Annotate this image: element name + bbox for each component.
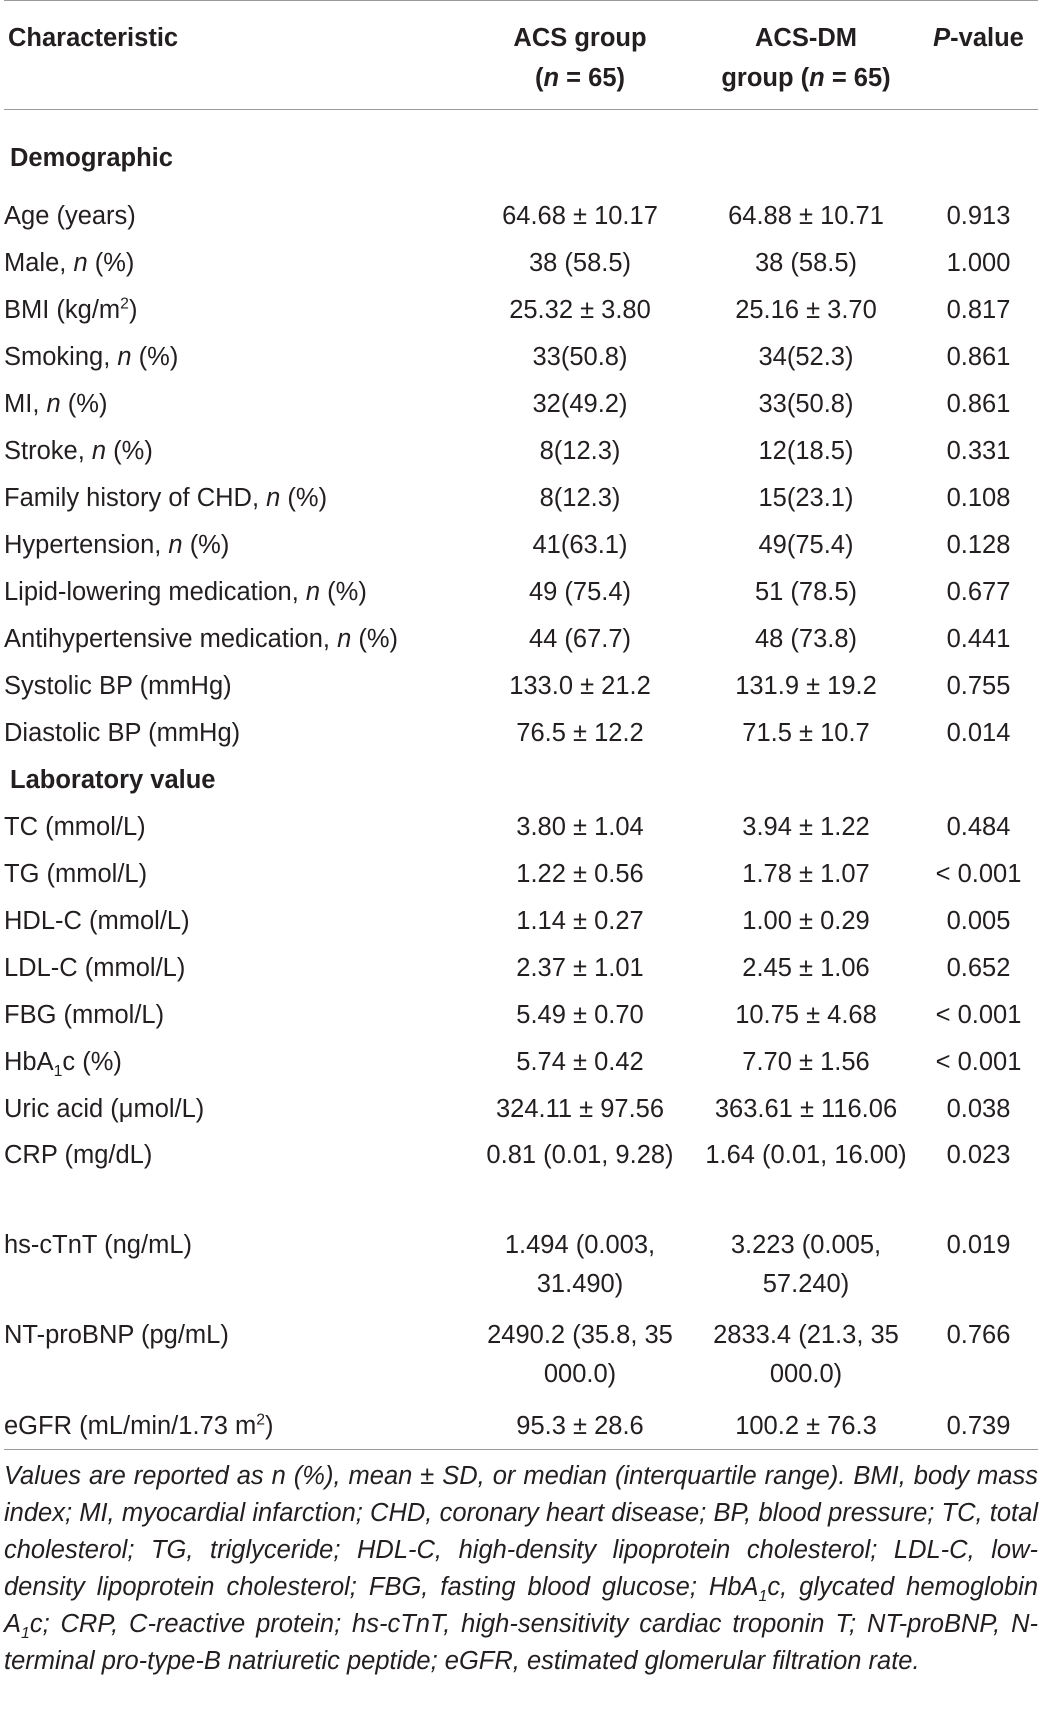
cell-acs-dm: 1.64 (0.01, 16.00) (705, 1141, 907, 1169)
cell-acs: 76.5 ± 12.2 (516, 718, 644, 747)
table-row (4, 803, 1038, 850)
cell-p-value: < 0.001 (935, 1000, 1022, 1029)
table-row (4, 1038, 1038, 1085)
cell-p-value: 0.739 (946, 1411, 1011, 1440)
row-label: Lipid-lowering medication, n (%) (4, 577, 367, 606)
cell-acs-dm: 10.75 ± 4.68 (735, 1000, 877, 1029)
cell-acs-dm: 51 (78.5) (754, 577, 858, 606)
cell-acs-dm: 34(52.3) (758, 342, 854, 371)
cell-acs: 5.74 ± 0.42 (516, 1047, 644, 1076)
cell-p-value: 0.913 (946, 201, 1011, 230)
row-label: Male, n (%) (4, 248, 135, 277)
row-label: Hypertension, n (%) (4, 530, 230, 559)
cell-p-value: 0.766 (946, 1321, 1011, 1349)
section-row (4, 756, 1038, 803)
table-row (4, 521, 1038, 568)
cell-acs: 324.11 ± 97.56 (495, 1094, 665, 1123)
row-label: TG (mmol/L) (4, 859, 148, 888)
cell-acs: 44 (67.7) (528, 624, 632, 653)
cell-acs-dm: 3.223 (0.005, 57.240) (730, 1231, 882, 1298)
cell-p-value: 0.019 (946, 1231, 1011, 1259)
cell-p-value: < 0.001 (935, 1047, 1022, 1076)
cell-acs-dm: 2833.4 (21.3, 35 000.0) (713, 1321, 899, 1388)
cell-acs-dm: 48 (73.8) (754, 624, 858, 653)
cell-acs: 25.32 ± 3.80 (509, 295, 651, 324)
cell-acs: 1.22 ± 0.56 (516, 859, 644, 888)
row-label: Systolic BP (mmHg) (4, 671, 232, 700)
table-row (4, 192, 1038, 239)
section-row (4, 110, 1038, 193)
cell-acs-dm: 12(18.5) (758, 436, 854, 465)
cell-p-value: 0.861 (946, 389, 1011, 418)
table-row (4, 1132, 1038, 1222)
cell-acs: 1.494 (0.003, 31.490) (504, 1231, 656, 1298)
cell-acs: 95.3 ± 28.6 (516, 1411, 644, 1440)
cell-acs-dm: 64.88 ± 10.71 (728, 201, 884, 230)
table-row (4, 944, 1038, 991)
row-label: NT-proBNP (pg/mL) (4, 1321, 229, 1349)
cell-acs-dm: 33(50.8) (758, 389, 854, 418)
table-row (4, 380, 1038, 427)
table-row (4, 286, 1038, 333)
table-row (4, 427, 1038, 474)
row-label: Family history of CHD, n (%) (4, 483, 328, 512)
cell-acs: 32(49.2) (532, 389, 628, 418)
cell-p-value: 0.005 (946, 906, 1011, 935)
row-label: Diastolic BP (mmHg) (4, 718, 241, 747)
cell-acs-dm: 7.70 ± 1.56 (742, 1047, 870, 1076)
table-row (4, 1312, 1038, 1402)
cell-acs-dm: 1.00 ± 0.29 (742, 906, 870, 935)
cell-p-value: 0.817 (946, 295, 1011, 324)
cell-acs-dm: 2.45 ± 1.06 (742, 953, 870, 982)
table-row (4, 1222, 1038, 1312)
cell-acs: 38 (58.5) (528, 248, 632, 277)
cell-p-value: 0.652 (946, 953, 1011, 982)
cell-p-value: 1.000 (946, 248, 1011, 277)
row-label: Age (years) (4, 201, 136, 230)
row-label: LDL-C (mmol/L) (4, 953, 186, 982)
header-acs-dm-group: ACS-DM group (n = 65) (721, 24, 891, 92)
cell-acs: 1.14 ± 0.27 (516, 906, 644, 935)
row-label: CRP (mg/dL) (4, 1141, 153, 1169)
row-label: BMI $(kg/m^2)$ (4, 295, 138, 324)
cell-acs-dm: 71.5 ± 10.7 (742, 718, 870, 747)
header-acs-group: ACS group (n = 65) (513, 24, 647, 92)
table-footnote: Values are reported as n (%), mean ± SD, or median (interquartile range). BMI, body mass index; MI, myocardial infarction; CHD, coronary heart disease; BP, blood pressure; TC, total cholesterol; TG, triglyceride; HDL-C, high-density lipoprotein cholesterol; LDL-C, low-density lipoprotein cholesterol; FBG, fasting blood glucose; HbA$_1$c, glycated hemoglobin $A_1c$; CRP, C-reactive protein; hs-cTnT, high-sensitivity cardiac troponin T; NT-proBNP, N-terminal pro-type-B natriuretic peptide; eGFR, estimated glomerular filtration rate. (4, 1462, 1038, 1675)
cell-p-value: 0.108 (946, 483, 1011, 512)
cell-acs-dm: 15(23.1) (758, 483, 854, 512)
row-label: hs-cTnT (ng/mL) (4, 1231, 192, 1259)
table-row (4, 897, 1038, 944)
table-row (4, 1085, 1038, 1132)
cell-p-value: 0.755 (946, 671, 1011, 700)
cell-acs: 2490.2 (35.8, 35 000.0) (487, 1321, 673, 1388)
header-row (4, 1, 1038, 110)
cell-p-value: 0.023 (946, 1141, 1011, 1169)
cell-p-value: 0.038 (946, 1094, 1011, 1123)
cell-p-value: 0.861 (946, 342, 1011, 371)
cell-acs: 8(12.3) (539, 436, 621, 465)
row-label: Stroke, n (%) (4, 436, 153, 465)
table-row (4, 568, 1038, 615)
row-label: HbA$_1$c (%) (4, 1047, 122, 1080)
table-row (4, 615, 1038, 662)
row-label: TC (mmol/L) (4, 812, 146, 841)
characteristics-table (4, 0, 1038, 1450)
table-row (4, 709, 1038, 756)
row-label: Antihypertensive medication, n (%) (4, 624, 399, 653)
cell-acs: 3.80 ± 1.04 (516, 812, 644, 841)
section-title: Demographic (10, 144, 173, 172)
table-row (4, 991, 1038, 1038)
cell-acs-dm: 3.94 ± 1.22 (742, 812, 870, 841)
cell-acs-dm: 131.9 ± 19.2 (735, 671, 877, 700)
table-row (4, 662, 1038, 709)
row-label: eGFR (mL/min/1.73 $m^2$) (4, 1411, 274, 1440)
cell-p-value: 0.441 (946, 624, 1011, 653)
cell-acs-dm: 1.78 ± 1.07 (742, 859, 870, 888)
cell-p-value: 0.128 (946, 530, 1011, 559)
cell-p-value: 0.484 (946, 812, 1011, 841)
header-characteristic: Characteristic (8, 24, 179, 52)
cell-p-value: 0.331 (946, 436, 1011, 465)
row-label: Smoking, n (%) (4, 342, 179, 371)
cell-acs-dm: 25.16 ± 3.70 (735, 295, 877, 324)
cell-acs: 2.37 ± 1.01 (516, 953, 644, 982)
row-label: HDL-C (mmol/L) (4, 906, 190, 935)
cell-acs: 33(50.8) (532, 342, 628, 371)
cell-acs: 49 (75.4) (528, 577, 632, 606)
cell-p-value: < 0.001 (935, 859, 1022, 888)
table-row (4, 333, 1038, 380)
cell-acs: 133.0 ± 21.2 (509, 671, 651, 700)
table-row (4, 239, 1038, 286)
cell-acs-dm: 38 (58.5) (754, 248, 858, 277)
header-p-value: P-value (933, 24, 1024, 52)
table-row (4, 474, 1038, 521)
cell-p-value: 0.677 (946, 577, 1011, 606)
table-row (4, 1402, 1038, 1450)
table-row (4, 850, 1038, 897)
cell-acs-dm: 100.2 ± 76.3 (735, 1411, 877, 1440)
cell-p-value: 0.014 (946, 718, 1011, 747)
row-label: FBG (mmol/L) (4, 1000, 165, 1029)
cell-acs-dm: 49(75.4) (758, 530, 854, 559)
cell-acs: 41(63.1) (532, 530, 628, 559)
cell-acs-dm: 363.61 ± 116.06 (714, 1094, 898, 1123)
section-title: Laboratory value (10, 765, 216, 794)
cell-acs: 5.49 ± 0.70 (516, 1000, 644, 1029)
cell-acs: 64.68 ± 10.17 (502, 201, 658, 230)
cell-acs: 0.81 (0.01, 9.28) (486, 1141, 674, 1169)
row-label: Uric acid (μmol/L) (4, 1094, 205, 1123)
cell-acs: 8(12.3) (539, 483, 621, 512)
row-label: MI, n (%) (4, 389, 108, 418)
